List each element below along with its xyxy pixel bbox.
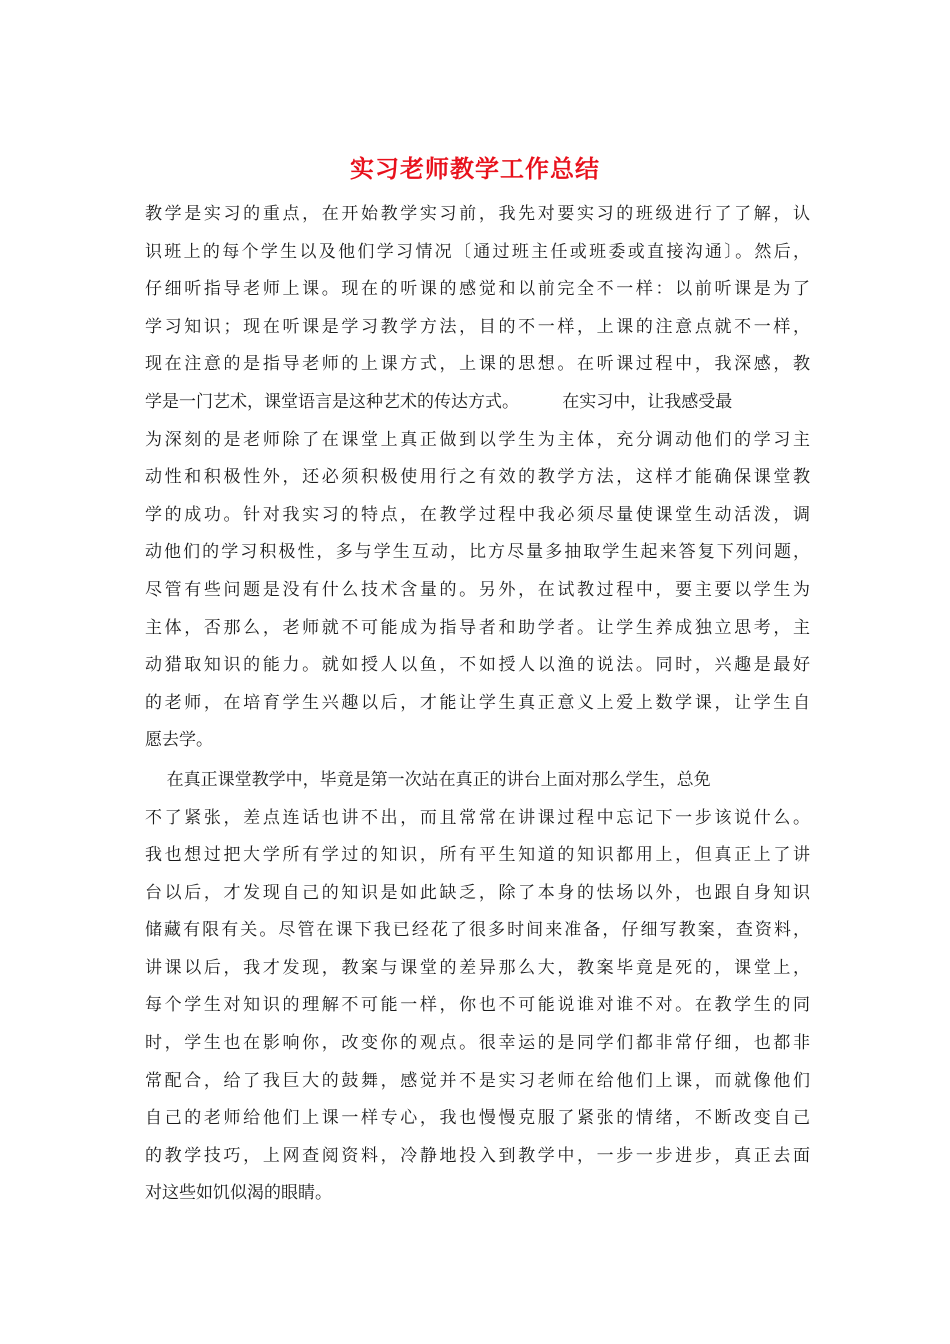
body-line: 为深刻的是老师除了在课堂上真正做到以学生为主体，充分调动他们的学习主 — [145, 429, 810, 450]
body-line: 识班上的每个学生以及他们学习情况〔通过班主任或班委或直接沟通〕。然后， — [145, 241, 810, 262]
body-line: 学的成功。针对我实习的特点，在教学过程中我必须尽量使课堂生动活泼，调 — [145, 504, 810, 525]
body-line: 学习知识；现在听课是学习教学方法，目的不一样，上课的注意点就不一样， — [145, 316, 810, 337]
body-line: 时，学生也在影响你，改变你的观点。很幸运的是同学们都非常仔细，也都非 — [145, 1033, 810, 1054]
body-line: 的老师，在培育学生兴趣以后，才能让学生真正意义上爱上数学课，让学生自 — [145, 692, 810, 713]
body-line: 动性和积极性外，还必须积极使用行之有效的教学方法，这样才能确保课堂教 — [145, 467, 810, 488]
document-title: 实习老师教学工作总结 — [350, 154, 600, 183]
body-line: 主体，否那么，老师就不可能成为指导者和助学者。让学生养成独立思考，主 — [145, 617, 810, 638]
body-line: 尽管有些问题是没有什么技术含量的。另外，在试教过程中，要主要以学生为 — [145, 579, 810, 600]
body-line: 台以后，才发现自己的知识是如此缺乏，除了本身的怯场以外，也跟自身知识 — [145, 882, 810, 903]
body-line: 教学是实习的重点，在开始教学实习前，我先对要实习的班级进行了了解，认 — [145, 204, 810, 224]
body-line: 不了紧张，差点连话也讲不出，而且常常在讲课过程中忘记下一步该说什么。 — [145, 807, 810, 828]
body-line: 对这些如饥似渴的眼睛。 — [145, 1183, 332, 1204]
body-line: 动他们的学习积极性，多与学生互动，比方尽量多抽取学生起来答复下列问题， — [145, 542, 810, 563]
body-line: 常配合，给了我巨大的鼓舞，感觉并不是实习老师在给他们上课，而就像他们 — [145, 1070, 810, 1091]
body-line: 在真正课堂教学中，毕竟是第一次站在真正的讲台上面对那么学生，总免 — [145, 769, 711, 790]
body-line: 学是一门艺术，课堂语言是这种艺术的传达方式。 在实习中，让我感受最 — [145, 391, 733, 412]
body-line: 动猎取知识的能力。就如授人以鱼，不如授人以渔的说法。同时，兴趣是最好 — [145, 655, 810, 676]
body-line: 我也想过把大学所有学过的知识，所有平生知道的知识都用上，但真正上了讲 — [145, 845, 810, 866]
document-body — [145, 196, 810, 1213]
body-line: 的教学技巧，上网查阅资料，冷静地投入到教学中，一步一步进步，真正去面 — [145, 1145, 810, 1166]
body-line: 仔细听指导老师上课。现在的听课的感觉和以前完全不一样：以前听课是为了 — [145, 279, 810, 300]
body-line: 自己的老师给他们上课一样专心，我也慢慢克服了紧张的情绪，不断改变自己 — [145, 1108, 810, 1129]
body-line: 讲课以后，我才发现，教案与课堂的差异那么大，教案毕竟是死的，课堂上， — [145, 957, 810, 978]
body-line: 现在注意的是指导老师的上课方式，上课的思想。在听课过程中，我深感，教 — [145, 354, 810, 375]
body-line: 愿去学。 — [145, 730, 213, 751]
body-line: 储藏有限有关。尽管在课下我已经花了很多时间来准备，仔细写教案，查资料， — [145, 920, 810, 941]
body-line: 每个学生对知识的理解不可能一样，你也不可能说谁对谁不对。在教学生的同 — [145, 995, 810, 1016]
